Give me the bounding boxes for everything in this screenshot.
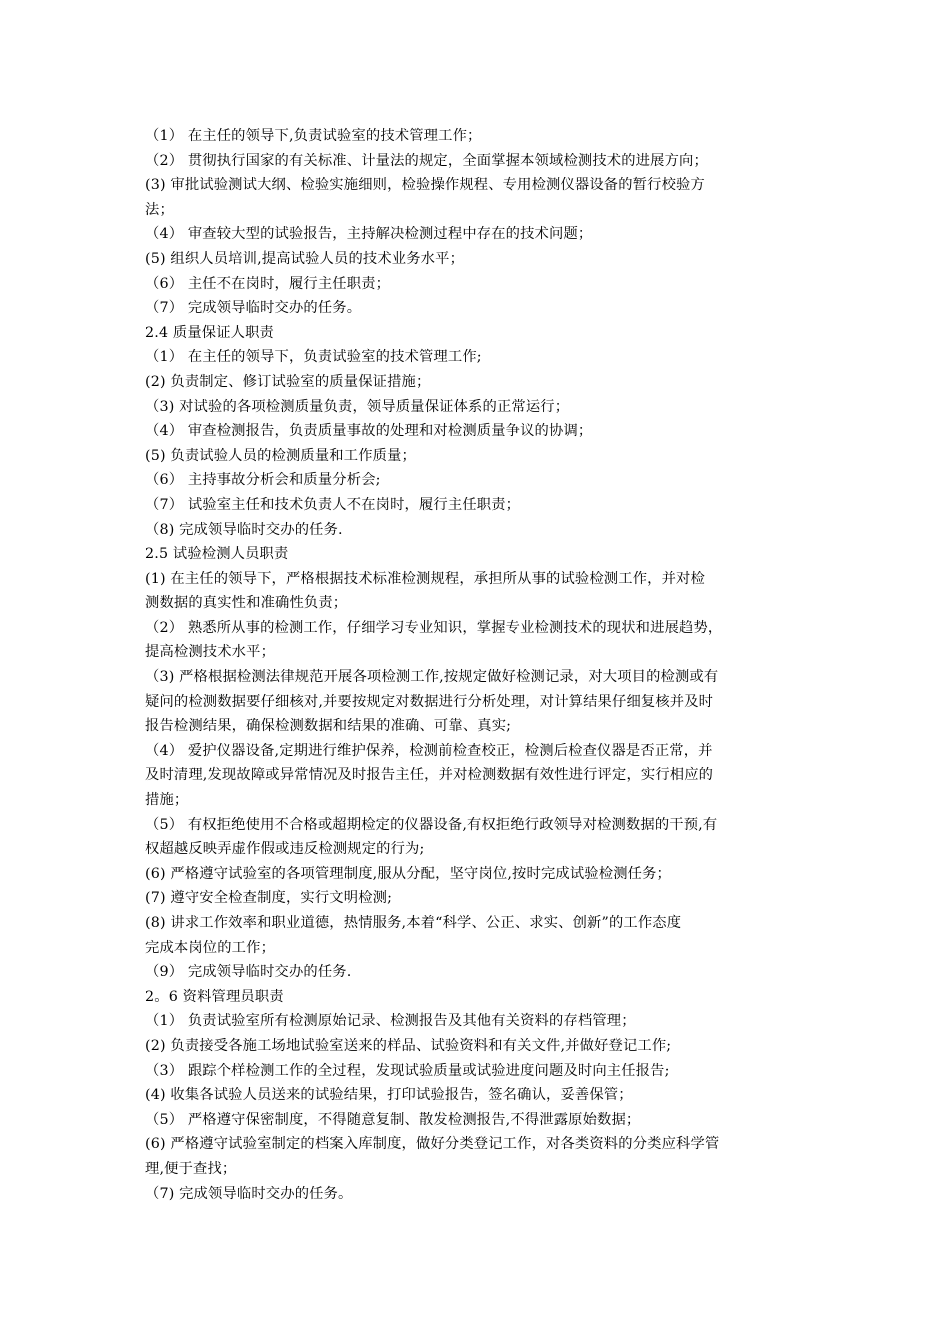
text-line: （7) 完成领导临时交办的任务。 (145, 1185, 353, 1202)
text-line: (2) 负责制定、修订试验室的质量保证措施； (145, 373, 431, 390)
text-line: (1) 在主任的领导下，严格根据技术标准检测规程，承担所从事的试验检测工作，并对检 (145, 570, 705, 587)
text-line: （1） 负责试验室所有检测原始记录、检测报告及其他有关资料的存档管理； (145, 1013, 636, 1030)
text-line: （9） 完成领导临时交办的任务. (145, 964, 352, 981)
text-line: （7） 试验室主任和技术负责人不在岗时，履行主任职责； (145, 496, 521, 513)
text-line: 疑问的检测数据要仔细核对,并要按规定对数据进行分析处理，对计算结果仔细复核并及时 (145, 693, 714, 710)
text-line: (8) 讲求工作效率和职业道德，热情服务,本着“科学、公正、求实、创新”的工作态度 (145, 915, 682, 931)
text-line: （4） 审查较大型的试验报告，主持解决检测过程中存在的技术问题； (145, 226, 593, 243)
text-line: 提高检测技术水平； (145, 644, 276, 661)
text-line: （7） 完成领导临时交办的任务。 (145, 300, 362, 317)
section-heading: 2.5 试验检测人员职责 (145, 546, 289, 563)
text-line: （1） 在主任的领导下，负责试验室的技术管理工作; (145, 349, 482, 366)
text-line: 法； (145, 201, 174, 218)
text-line: (4) 收集各试验人员送来的试验结果，打印试验报告，签名确认，妥善保管； (145, 1087, 633, 1104)
text-line: （6） 主任不在岗时，履行主任职责； (145, 275, 391, 292)
text-line: 报告检测结果，确保检测数据和结果的准确、可靠、真实; (145, 718, 512, 735)
text-line: （8) 完成领导临时交办的任务. (145, 521, 343, 538)
text-line: （3) 严格根据检测法律规范开展各项检测工作,按规定做好检测记录，对大项目的检测或有 (145, 669, 719, 686)
text-line: (6) 严格遵守试验室的各项管理制度,服从分配，坚守岗位,按时完成试验检测任务； (145, 865, 671, 882)
section-heading: 2。6 资料管理员职责 (145, 988, 284, 1005)
text-line: （5） 有权拒绝使用不合格或超期检定的仪器设备,有权拒绝行政领导对检测数据的干预,有 (145, 816, 718, 833)
text-line: 测数据的真实性和准确性负责； (145, 595, 348, 612)
text-line: （5） 严格遵守保密制度，不得随意复制、散发检测报告,不得泄露原始数据； (145, 1111, 641, 1128)
text-line: (3) 审批试验测试大纲、检验实施细则，检验操作规程、专用检测仪器设备的暂行校验方 (145, 177, 705, 194)
text-line: （6） 主持事故分析会和质量分析会; (145, 472, 381, 489)
text-line: （1） 在主任的领导下,负责试验室的技术管理工作； (145, 128, 482, 144)
text-line: （2） 熟悉所从事的检测工作，仔细学习专业知识，掌握专业检测技术的现状和进展趋势， (145, 619, 723, 636)
text-line: 及时清理,发现故障或异常情况及时报告主任，并对检测数据有效性进行评定，实行相应的 (145, 767, 714, 784)
text-line: (5) 负责试验人员的检测质量和工作质量； (145, 447, 416, 464)
text-line: 措施； (145, 792, 189, 809)
text-line: 权超越反映弄虚作假或违反检测规定的行为; (145, 841, 425, 858)
text-line: （4） 审查检测报告，负责质量事故的处理和对检测质量争议的协调； (145, 423, 593, 440)
text-line: (2) 负责接受各施工场地试验室送来的样品、试验资料和有关文件,并做好登记工作; (145, 1037, 672, 1054)
text-line: 完成本岗位的工作； (145, 939, 276, 956)
text-line: (7) 遵守安全检查制度，实行文明检测; (145, 890, 393, 907)
text-line: (6) 严格遵守试验室制定的档案入库制度，做好分类登记工作，对各类资料的分类应科学管 (145, 1136, 720, 1153)
text-line: (5) 组织人员培训,提高试验人员的技术业务水平； (145, 250, 465, 267)
document-page (145, 124, 820, 1206)
text-line: （3) 对试验的各项检测质量负责，领导质量保证体系的正常运行； (145, 398, 570, 415)
text-line: （3） 跟踪个样检测工作的全过程，发现试验质量或试验进度问题及时向主任报告; (145, 1062, 670, 1079)
text-line: （4） 爱护仪器设备,定期进行维护保养，检测前检查校正，检测后检查仪器是否正常，并 (145, 742, 713, 759)
text-line: 理,便于查找； (145, 1160, 237, 1177)
text-line: （2） 贯彻执行国家的有关标准、计量法的规定，全面掌握本领域检测技术的进展方向； (145, 152, 708, 169)
section-heading: 2.4 质量保证人职责 (145, 324, 275, 341)
